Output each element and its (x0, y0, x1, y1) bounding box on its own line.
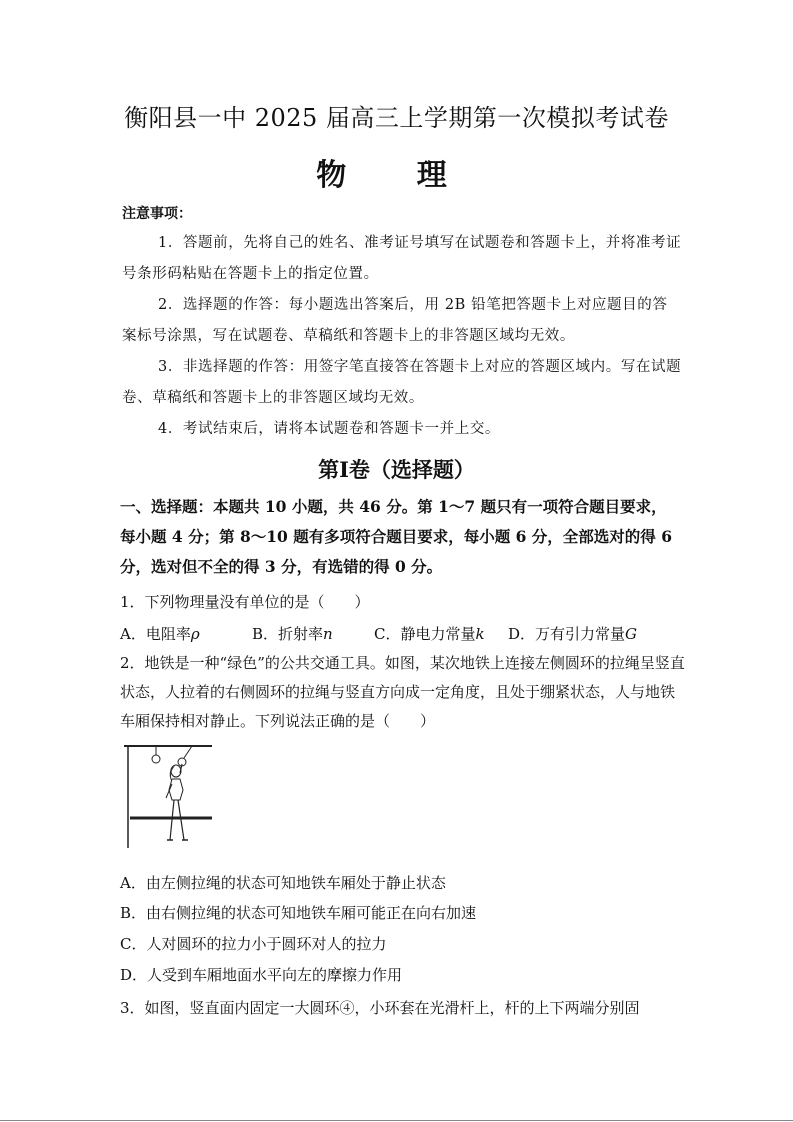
notes-list (122, 228, 682, 445)
subject-title: 物 理 (316, 158, 477, 193)
question-1-stem: 1．下列物理量没有单位的是（ ） (120, 593, 370, 611)
section-instructions (120, 492, 682, 582)
notes-heading: 注意事项： (122, 206, 192, 222)
question-2-stem: 2．地铁是一种“绿色”的公共交通工具。如图，某次地铁上连接左侧圆环的拉绳呈竖直状态，人拉着的右侧圆环的拉绳与竖直方向成一定角度，且处于绷紧状态，人与地铁车厢保持相对静止。下列说法正确的是（ ） (120, 654, 685, 730)
option-c-symbol: k (475, 625, 485, 643)
option-d (508, 620, 637, 649)
option-a (120, 620, 252, 649)
section-title: 第Ⅰ卷（选择题） (318, 457, 475, 482)
option-d-label: D．万有引力常量 (508, 625, 626, 643)
note-item: 1．答题前，先将自己的姓名、准考证号填写在试题卷和答题卡上，并将准考证号条形码粘贴在答题卡上的指定位置。 (122, 235, 682, 282)
question-2-option-c: C．人对圆环的拉力小于圆环对人的拉力 (120, 935, 387, 953)
option-b-label: B．折射率 (252, 625, 324, 643)
page-bottom-border (0, 1120, 793, 1121)
option-c (374, 620, 508, 649)
note-item: 4．考试结束后，请将本试题卷和答题卡一并上交。 (158, 421, 501, 437)
option-b-symbol: n (323, 625, 333, 643)
option-a-label: A．电阻率 (120, 625, 191, 643)
option-d-symbol: G (625, 625, 638, 643)
option-a-symbol: ρ (190, 625, 200, 643)
question-2-option-d: D．人受到车厢地面水平向左的摩擦力作用 (120, 966, 403, 984)
instructions-text: 一、选择题：本题共 10 小题，共 46 分。第 1～7 题只有一项符合题目要求，每小题 4 分；第 8～10 题有多项符合题目要求，每小题 6 分，全部选对的得 6 分，选对但不全的得 3 分，有选错的得 0 分。 (120, 497, 672, 576)
subway-figure (122, 742, 214, 850)
note-item: 2．选择题的作答：每小题选出答案后，用 2B 铅笔把答题卡上对应题目的答案标号涂黑，写在试题卷、草稿纸和答题卡上的非答题区域均无效。 (122, 297, 668, 344)
option-b (252, 620, 374, 649)
exam-title: 衡阳县一中 2025 届高三上学期第一次模拟考试卷 (124, 104, 669, 132)
question-1 (120, 588, 685, 617)
note-item: 3．非选择题的作答：用签字笔直接答在答题卡上对应的答题区域内。写在试题卷、草稿纸和答题卡上的非答题区域均无效。 (122, 359, 682, 406)
question-2-option-a: A．由左侧拉绳的状态可知地铁车厢处于静止状态 (120, 874, 446, 892)
question-3-stem: 3．如图，竖直面内固定一大圆环④，小环套在光滑杆上，杆的上下两端分别固 (120, 999, 640, 1017)
question-1-options (120, 620, 685, 649)
question-2 (120, 649, 685, 736)
option-c-label: C．静电力常量 (374, 625, 476, 643)
question-2-option-b: B．由右侧拉绳的状态可知地铁车厢可能正在向右加速 (120, 904, 477, 922)
